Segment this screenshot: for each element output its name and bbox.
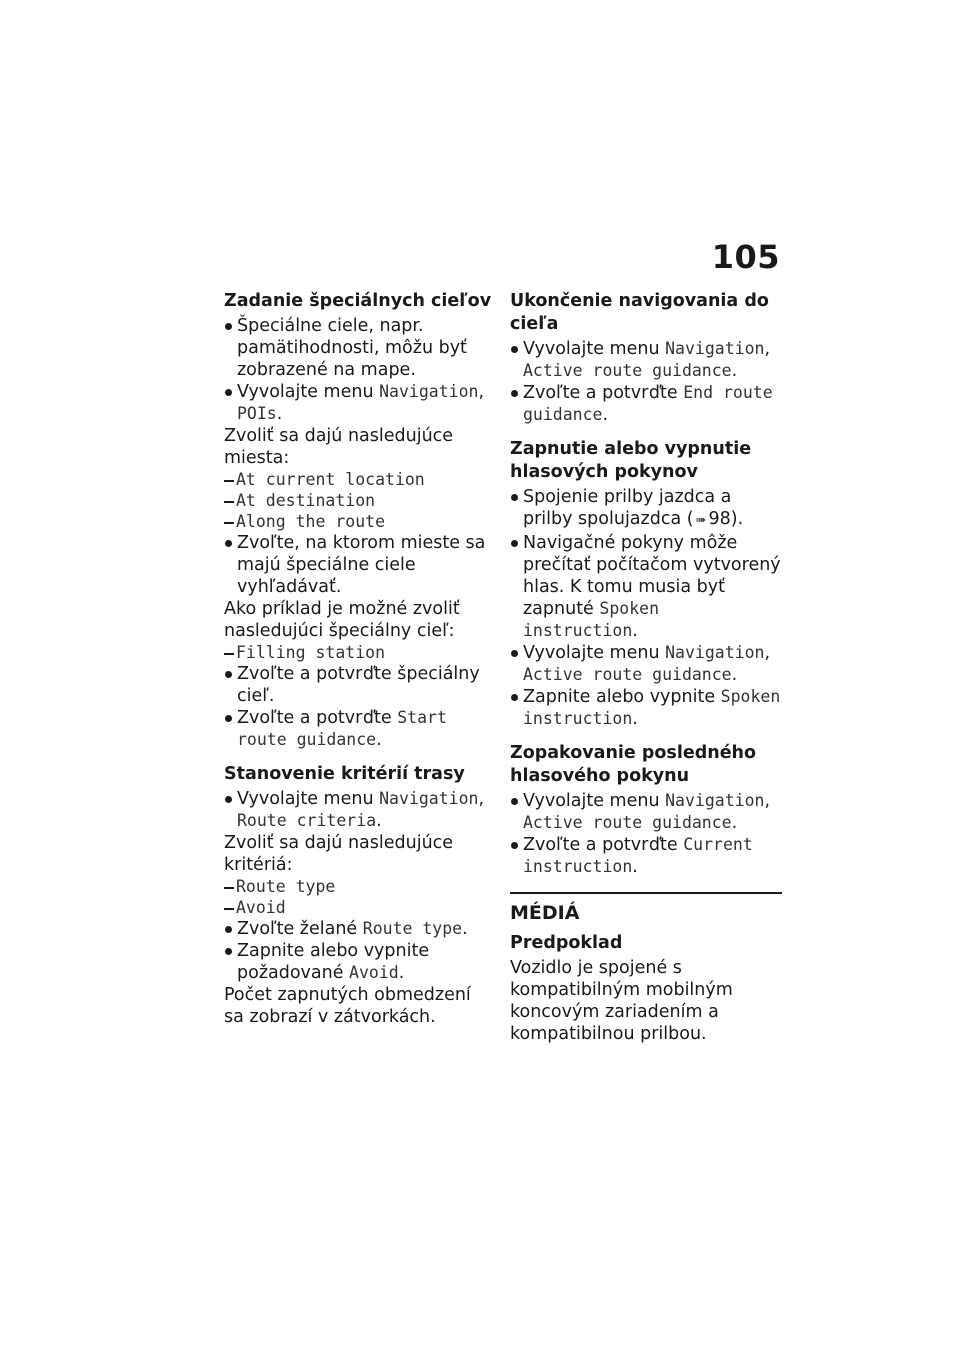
section-title-media: MÉDIÁ bbox=[510, 902, 580, 924]
bullet-list bbox=[510, 790, 782, 878]
section-divider bbox=[510, 892, 782, 894]
list-item: Spojenie prilby jazdca a prilby spolujazdca ( ➠ 98). bbox=[510, 486, 782, 532]
list-item: Vyvolajte menu Navigation, Active route guidance. bbox=[510, 790, 782, 834]
list-item: Vyvolajte menu Navigation, POIs. bbox=[224, 381, 492, 425]
paragraph: Vozidlo je spojené s kompatibilným mobilným koncovým zariadením a kompatibilnou prilbou. bbox=[510, 958, 733, 1044]
heading-voice-instructions: Zapnutie alebo vypnutie hlasových pokynov bbox=[510, 439, 752, 482]
paragraph: Zvoliť sa dajú nasledujúce miesta: bbox=[224, 426, 454, 468]
left-column bbox=[224, 290, 492, 1028]
page-reference[interactable]: 98 bbox=[708, 509, 731, 529]
list-item: At destination bbox=[224, 490, 492, 511]
heading-repeat-instruction: Zopakovanie posledného hlasového pokynu bbox=[510, 743, 757, 786]
bullet-list bbox=[510, 486, 782, 730]
list-item: Along the route bbox=[224, 511, 492, 532]
list-item: Zvoľte a potvrďte špeciálny cieľ. bbox=[224, 663, 492, 707]
bullet-list bbox=[224, 663, 492, 751]
list-item: At current location bbox=[224, 469, 492, 490]
list-item: Zapnite alebo vypnite Spoken instruction. bbox=[510, 686, 782, 730]
list-item: Zvoľte a potvrďte Current instruction. bbox=[510, 834, 782, 878]
list-item: Vyvolajte menu Navigation, Active route guidance. bbox=[510, 642, 782, 686]
list-item: Zvoľte a potvrďte End route guidance. bbox=[510, 382, 782, 426]
right-column bbox=[510, 290, 782, 1045]
dash-list bbox=[224, 469, 492, 532]
bullet-list bbox=[224, 918, 492, 984]
heading-prerequisite: Predpoklad bbox=[510, 933, 623, 953]
paragraph: Počet zapnutých obmedzení sa zobrazí v zátvorkách. bbox=[224, 985, 471, 1027]
list-item: Špeciálne ciele, napr. pamätihodnosti, môžu byť zobrazené na mape. bbox=[224, 315, 492, 381]
list-item: Vyvolajte menu Navigation, Route criteria. bbox=[224, 788, 492, 832]
heading-end-navigation: Ukončenie navigovania do cieľa bbox=[510, 291, 769, 334]
list-item: Navigačné pokyny môže prečítať počítačom vytvorený hlas. K tomu musia byť zapnuté Spoken instruction. bbox=[510, 532, 782, 642]
page-number: 105 bbox=[711, 238, 780, 276]
list-item: Route type bbox=[224, 876, 492, 897]
heading-special-destinations: Zadanie špeciálnych cieľov bbox=[224, 291, 492, 311]
bullet-list bbox=[224, 532, 492, 598]
page-reference-arrow-icon: ➠ bbox=[695, 513, 707, 528]
list-item: Avoid bbox=[224, 897, 492, 918]
dash-list bbox=[224, 642, 492, 663]
bullet-list bbox=[224, 315, 492, 425]
paragraph: Zvoliť sa dajú nasledujúce kritériá: bbox=[224, 833, 454, 875]
paragraph: Ako príklad je možné zvoliť nasledujúci špeciálny cieľ: bbox=[224, 599, 460, 641]
list-item: Vyvolajte menu Navigation, Active route guidance. bbox=[510, 338, 782, 382]
list-item: Filling station bbox=[224, 642, 492, 663]
heading-route-criteria: Stanovenie kritérií trasy bbox=[224, 764, 465, 784]
dash-list bbox=[224, 876, 492, 918]
list-item: Zvoľte, na ktorom mieste sa majú špeciálne ciele vyhľadávať. bbox=[224, 532, 492, 598]
list-item: Zapnite alebo vypnite požadované Avoid. bbox=[224, 940, 492, 984]
list-item: Zvoľte a potvrďte Start route guidance. bbox=[224, 707, 492, 751]
bullet-list bbox=[224, 788, 492, 832]
bullet-list bbox=[510, 338, 782, 426]
list-item: Zvoľte želané Route type. bbox=[224, 918, 492, 940]
